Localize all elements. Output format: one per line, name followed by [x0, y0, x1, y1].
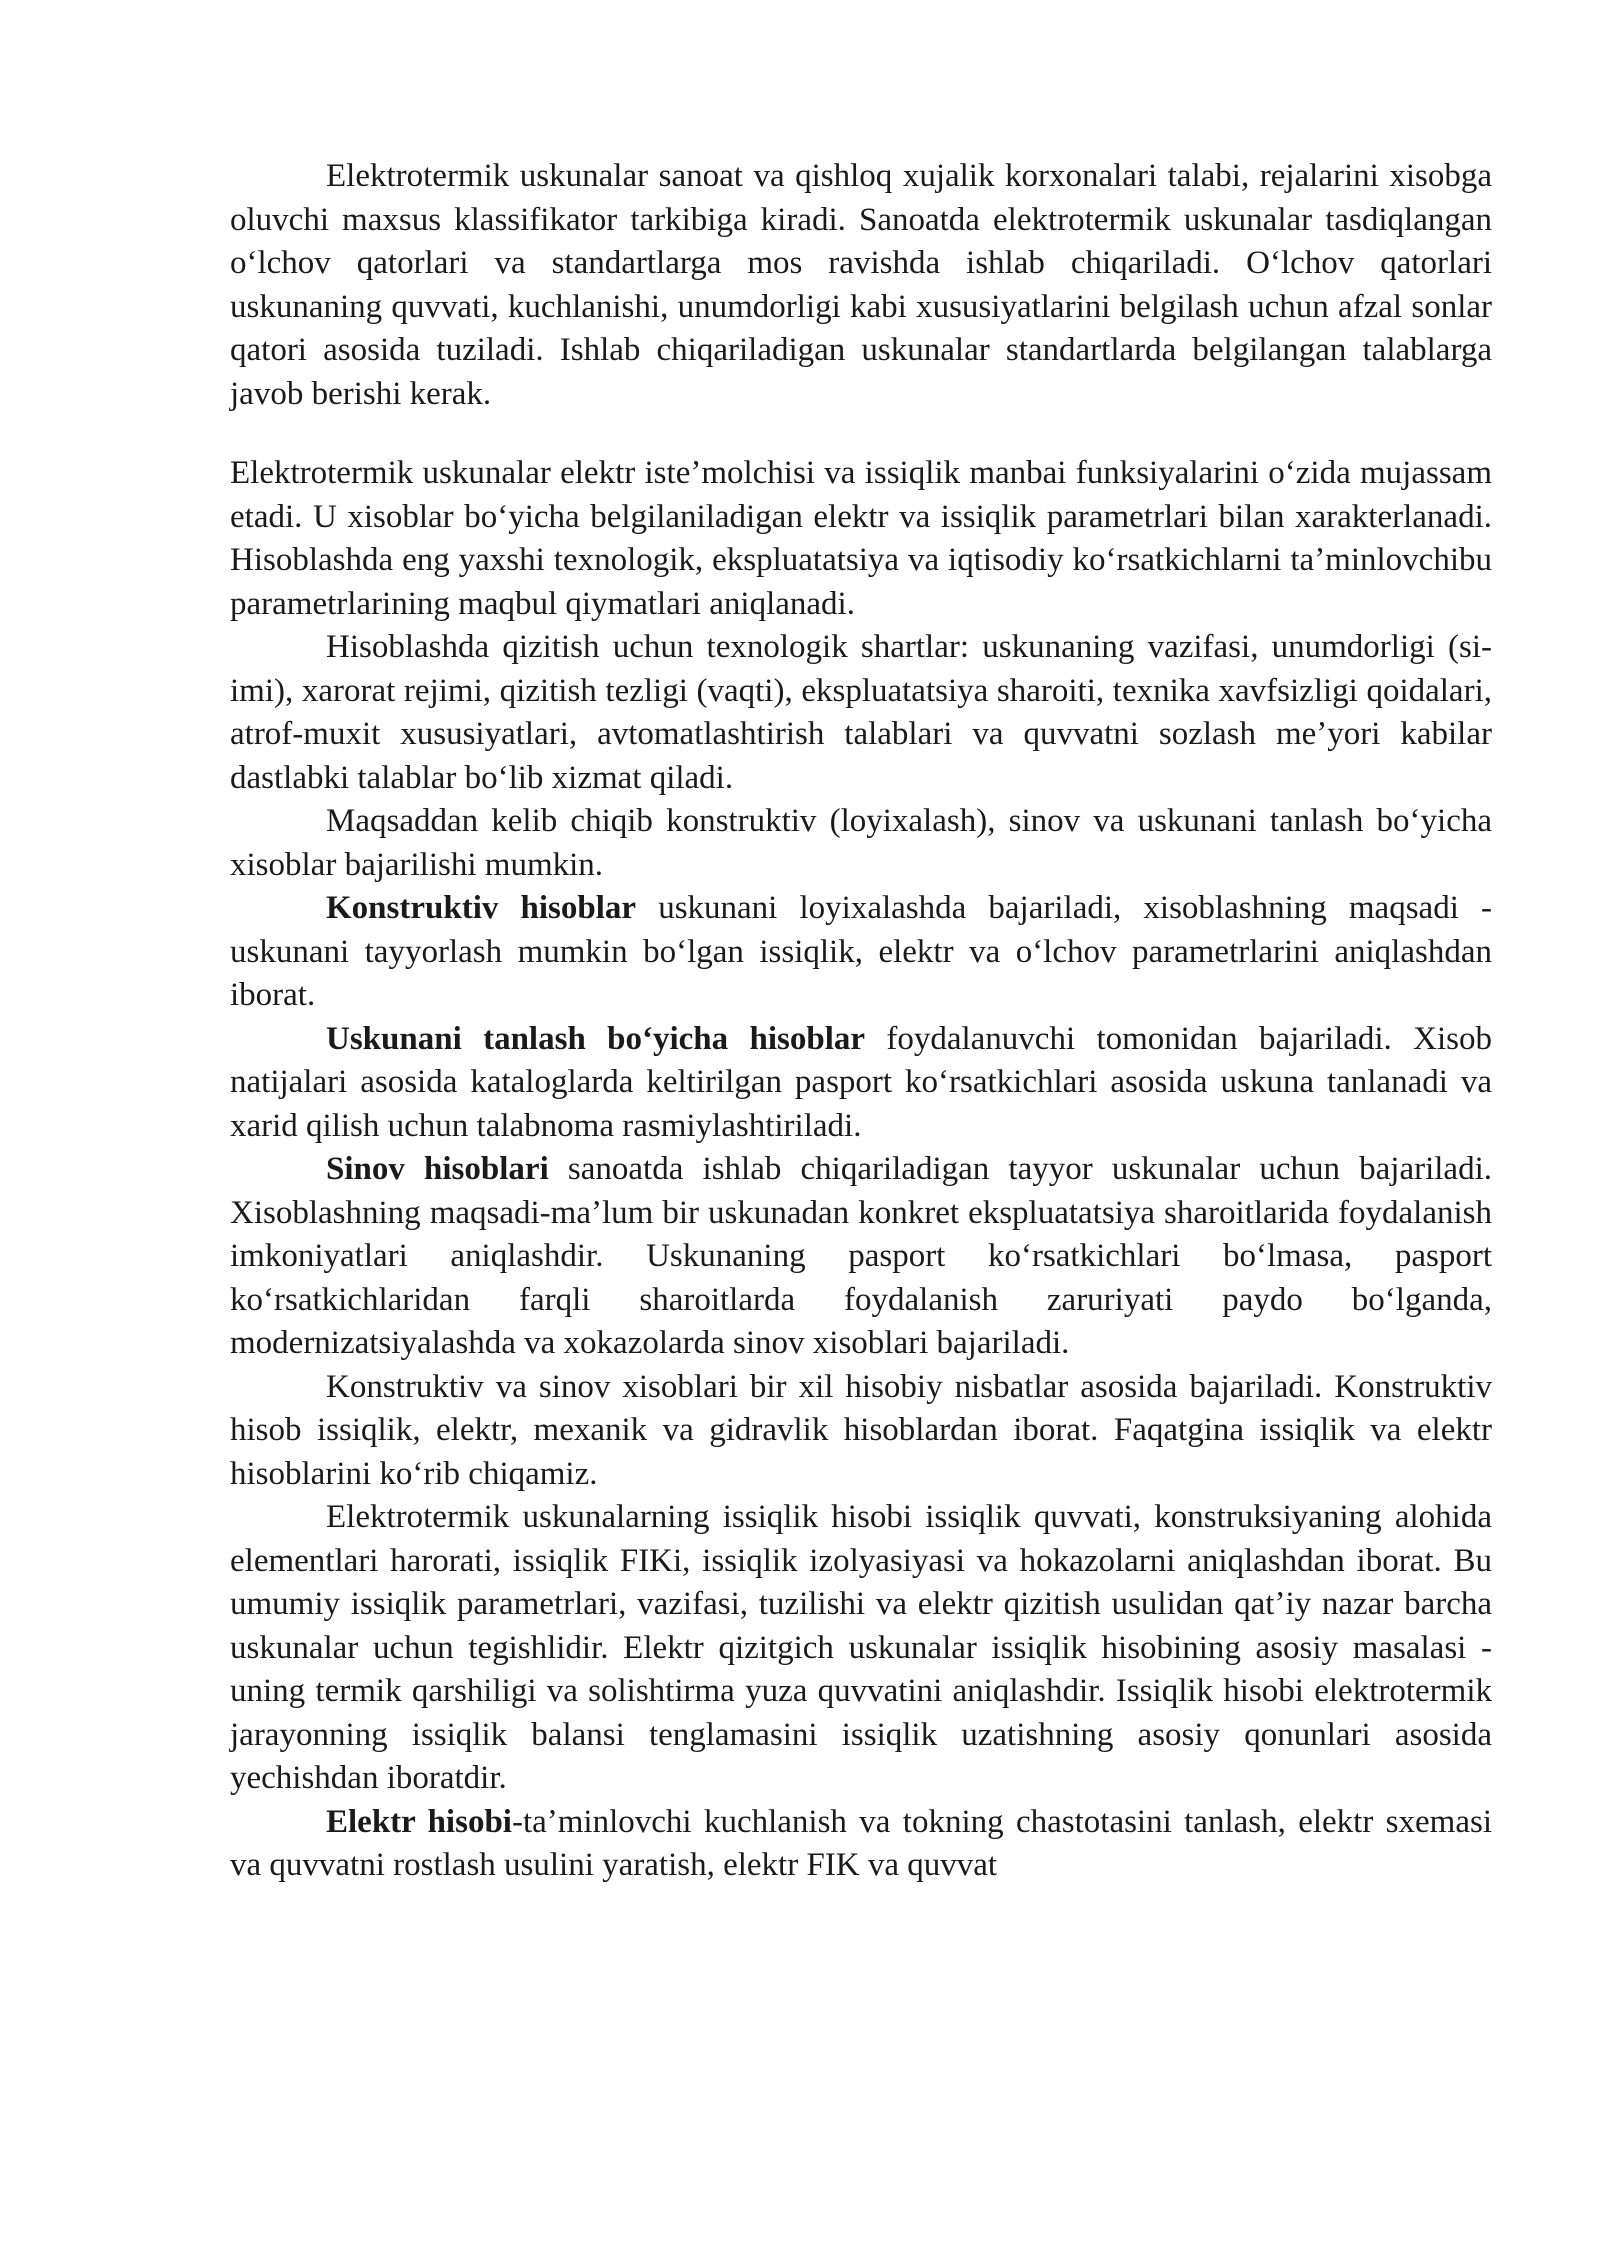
paragraph-text: sanoatda ishlab chiqariladigan tayyor uskunalar uchun bajariladi. Xisoblashning maqsadi-maʼlum bir uskunadan konkret ekspluatatsiya sharoitlarida foydalanish imkoniyatlari aniqlashdir. Uskunaning pasport koʻrsatkichlari boʻlmasa, pasport koʻrsatkichlaridan farqli sharoitlarda foydalanish zaruriyati paydo boʻlganda, modernizatsiyalashda va xokazolarda sinov xisoblari bajariladi. [230, 1151, 1492, 1361]
paragraph-calculation-types: Maqsaddan kelib chiqib konstruktiv (loyixalash), sinov va uskunani tanlash boʻyicha xisoblar bajarilishi mumkin. [230, 803, 1492, 883]
term-electrical-calculation: Elektr hisobi [326, 1803, 512, 1840]
paragraph-test-calculations [230, 1148, 1492, 1366]
paragraph-electrical-calculation [230, 1801, 1492, 1888]
paragraph-constructive-and-test: Konstruktiv va sinov xisoblari bir xil hisobiy nisbatlar asosida bajariladi. Konstruktiv hisob issiqlik, elektr, mexanik va gidravlik hisoblardan iborat. Faqatgina issiqlik va elektr hisoblarini koʻrib chiqamiz. [230, 1368, 1492, 1492]
paragraph-constructive-calculations [230, 887, 1492, 1018]
paragraph-text: foydalanuvchi tomonidan bajariladi. Xisob natijalari asosida kataloglarda keltirilgan pasport koʻrsatkichlari asosida uskuna tanlanadi va xarid qilish uchun talabnoma rasmiylashtiriladi. [230, 1020, 1492, 1144]
paragraph-text: -taʼminlovchi kuchlanish va tokning chastotasini tanlash, elektr sxemasi va quvvatni rostlash usulini yaratish, elektr FIK va quvvat [230, 1803, 1493, 1883]
paragraph-technological-conditions: Hisoblashda qizitish uchun texnologik shartlar: uskunaning vazifasi, unumdorligi (si-imi), xarorat rejimi, qizitish tezligi (vaqti), ekspluatatsiya sharoiti, texnika xavfsizligi qoidalari, atrof-muxit xususiyatlari, avtomatlashtirish talablari va quvvatni sozlash meʼyori kabilar dastlabki talablar boʻlib xizmat qiladi. [230, 629, 1492, 796]
paragraph-selection-calculations [230, 1018, 1492, 1149]
document-page [230, 155, 1492, 1888]
paragraph-thermal-calculation: Elektrotermik uskunalarning issiqlik hisobi issiqlik quvvati, konstruksiyaning alohida elementlari harorati, issiqlik FIKi, issiqlik izolyasiyasi va hokazolarni aniqlashdan iborat. Bu umumiy issiqlik parametrlari, vazifasi, tuzilishi va elektr qizitish usulidan qatʼiy nazar barcha uskunalar uchun tegishlidir. Elektr qizitgich uskunalar issiqlik hisobining asosiy masalasi -uning termik qarshiligi va solishtirma yuza quvvatini aniqlashdir. Issiqlik hisobi elektrotermik jarayonning issiqlik balansi tenglamasini issiqlik uzatishning asosiy qonunlari asosida yechishdan iboratdir. [230, 1499, 1492, 1796]
paragraph-classification: Elektrotermik uskunalar sanoat va qishloq xujalik korxonalari talabi, rejalarini xisobga oluvchi maxsus klassifikator tarkibiga kiradi. Sanoatda elektrotermik uskunalar tasdiqlangan oʻlchov qatorlari va standartlarga mos ravishda ishlab chiqariladi. Oʻlchov qatorlari uskunaning quvvati, kuchlanishi, unumdorligi kabi xususiyatlarini belgilash uchun afzal sonlar qatori asosida tuziladi. Ishlab chiqariladigan uskunalar standartlarda belgilangan talablarga javob berishi kerak. [230, 158, 1492, 412]
term-test-calculations: Sinov hisoblari [326, 1151, 549, 1187]
paragraph-consumer-source: Elektrotermik uskunalar elektr isteʼmolchisi va issiqlik manbai funksiyalarini oʻzida mujassam etadi. U xisoblar boʻyicha belgilaniladigan elektr va issiqlik parametrlari bilan xarakterlanadi. Hisoblashda eng yaxshi texnologik, ekspluatatsiya va iqtisodiy koʻrsatkichlarni taʼminlovchibu parametrlarining maqbul qiymatlari aniqlanadi. [230, 455, 1492, 622]
paragraph-text: uskunani loyixalashda bajariladi, xisoblashning maqsadi - uskunani tayyorlash mumkin boʻlgan issiqlik, elektr va oʻlchov parametrlarini aniqlashdan iborat. [230, 890, 1492, 1013]
term-selection-calculations: Uskunani tanlash boʻyicha hisoblar [326, 1020, 866, 1057]
term-constructive-calculations: Konstruktiv hisoblar [326, 890, 637, 926]
